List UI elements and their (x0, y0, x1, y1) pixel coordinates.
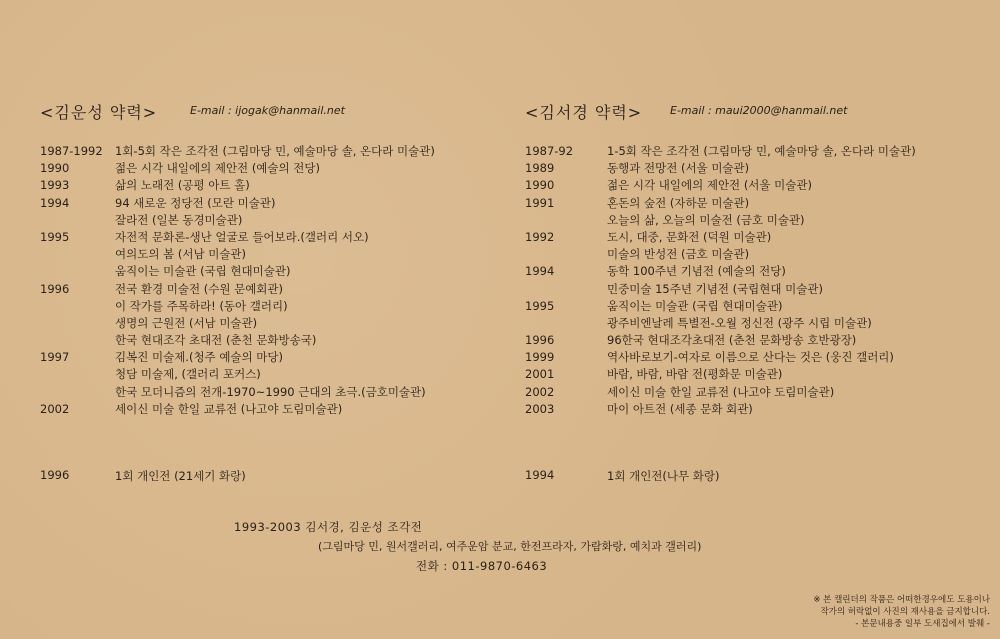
history-entry (40, 263, 510, 280)
entry-year: 2003 (525, 401, 555, 416)
history-entry (525, 384, 995, 401)
entry-year: 1992 (525, 229, 555, 244)
entry-text: 젊은 시각 내일에의 제안전 (서울 미술관) (607, 178, 812, 193)
entry-year: 1996 (525, 333, 555, 348)
entry-text: 움직이는 미술관 (국립 현대미술관) (607, 298, 783, 313)
history-entry (525, 401, 995, 418)
note-line: 작가의 허락없이 사진의 재사용을 금지합니다. (820, 607, 990, 617)
left-column (40, 100, 510, 483)
entry-text: 김복진 미술제.(청주 예술의 마당) (115, 350, 284, 365)
entry-text: 한국 현대조각 초대전 (춘천 문화방송국) (115, 333, 317, 348)
entry-text: 1회-5회 작은 조각전 (그림마당 민, 예술마당 솔, 온다라 미술관) (115, 144, 435, 158)
history-entry (525, 315, 995, 332)
entry-text: 바람, 바람, 바람 전(평화문 미술관) (607, 367, 783, 382)
entry-year: 2001 (525, 367, 555, 382)
entry-year: 1994 (40, 195, 70, 210)
history-entry (40, 143, 510, 160)
exhibition-title: 1993-2003 김서경, 김운성 조각전 (234, 520, 423, 534)
entry-text: 도시, 대중, 문화전 (덕원 미술관) (607, 229, 772, 244)
entry-year: 1999 (525, 350, 555, 365)
history-entry (40, 332, 510, 349)
history-entry (40, 366, 510, 383)
entry-year: 1995 (525, 298, 555, 313)
history-entry (40, 384, 510, 401)
entry-text: 역사바로보기-여자로 이름으로 산다는 것은 (웅진 갤러리) (607, 350, 894, 365)
left-title: <김운성 약력> (40, 103, 158, 122)
history-entry (525, 332, 995, 349)
history-entry (40, 281, 510, 298)
right-column (525, 100, 995, 483)
history-entry (40, 246, 510, 263)
entry-text: 삶의 노래전 (공평 아트 홀) (115, 178, 250, 193)
note-line: ※ 본 캘린더의 작품은 어떠한경우에도 도용이나 (813, 595, 990, 605)
entry-text: 움직이는 미술관 (국립 현대미술관) (115, 264, 291, 279)
history-entry (525, 195, 995, 212)
history-entry (525, 298, 995, 315)
right-entries (525, 143, 995, 418)
entry-year: 1989 (525, 161, 555, 176)
entry-text: 미술의 반성전 (금호 미술관) (607, 247, 750, 262)
history-entry (40, 298, 510, 315)
left-entries (40, 143, 510, 418)
entry-year: 1996 (40, 281, 70, 296)
history-entry (525, 229, 995, 246)
entry-text: 94 새로운 정당전 (모란 미술관) (115, 195, 276, 210)
history-entry (525, 349, 995, 366)
history-entry (40, 401, 510, 418)
history-entry (525, 263, 995, 280)
exhibition-venues: (그림마당 민, 원서갤러리, 여주운암 분교, 한전프라자, 가람화랑, 예치과 갤러리) (318, 540, 702, 553)
entry-text: 96한국 현대조각초대전 (춘천 문화방송 호반광장) (607, 333, 857, 348)
history-entry (525, 246, 995, 263)
history-entry (40, 315, 510, 332)
entry-text: 광주비엔날레 특별전-오월 정신전 (광주 시립 미술관) (607, 315, 872, 330)
history-entry (525, 366, 995, 383)
entry-year: 1991 (525, 195, 555, 210)
right-solo-exhibition (525, 468, 995, 485)
entry-text: 세이신 미술 한일 교류전 (나고야 도림미술관) (607, 384, 835, 399)
solo-year: 1994 (525, 468, 555, 482)
solo-text: 1회 개인전 (21세기 화랑) (115, 469, 246, 483)
entry-text: 잘라전 (일본 동경미술관) (115, 212, 243, 227)
entry-text: 민중미술 15주년 기념전 (국립현대 미술관) (607, 281, 823, 296)
entry-text: 혼돈의 숲전 (자하문 미술관) (607, 195, 750, 210)
history-entry (40, 177, 510, 194)
entry-text: 한국 모더니즘의 전개-1970~1990 근대의 초극.(금호미술관) (115, 384, 426, 399)
left-header (40, 100, 510, 124)
entry-text: 청담 미술제, (갤러리 포커스) (115, 367, 261, 382)
entry-text: 젊은 시각 내일에의 제안전 (예술의 전당) (115, 161, 320, 176)
entry-year: 1987-92 (525, 144, 574, 158)
entry-year: 1987-1992 (40, 144, 103, 158)
history-entry (40, 349, 510, 366)
entry-year: 1990 (40, 161, 70, 176)
history-entry (40, 212, 510, 229)
copyright-note (730, 594, 990, 630)
entry-year: 1997 (40, 350, 70, 365)
entry-text: 전국 환경 미술전 (수원 문예회관) (115, 281, 284, 296)
solo-year: 1996 (40, 468, 70, 482)
entry-text: 생명의 근원전 (서남 미술관) (115, 315, 258, 330)
entry-year: 2002 (525, 384, 555, 399)
history-entry (40, 229, 510, 246)
entry-year: 1993 (40, 178, 70, 193)
left-email: E-mail : ijogak@hanmail.net (190, 104, 345, 117)
entry-text: 여의도의 봄 (서남 미술관) (115, 247, 247, 262)
note-line: - 본문내용중 일부 도새집에서 발췌 - (855, 619, 990, 629)
entry-year: 1995 (40, 229, 70, 244)
entry-text: 1-5회 작은 조각전 (그림마당 민, 예술마당 솔, 온다라 미술관) (607, 144, 916, 158)
entry-text: 마이 아트전 (세종 문화 회관) (607, 401, 753, 416)
entry-text: 세이신 미술 한일 교류전 (나고야 도림미술관) (115, 401, 343, 416)
solo-text: 1회 개인전(나무 화랑) (607, 469, 720, 483)
history-entry (525, 143, 995, 160)
history-entry (525, 177, 995, 194)
entry-year: 2002 (40, 401, 70, 416)
entry-text: 이 작가를 주목하라! (동아 갤러리) (115, 298, 288, 313)
entry-year: 1990 (525, 178, 555, 193)
history-entry (40, 195, 510, 212)
entry-text: 자전적 문화론-생난 얼굴로 들어보라.(갤러리 서오) (115, 229, 369, 244)
right-title: <김서경 약력> (525, 103, 643, 122)
history-entry (525, 212, 995, 229)
history-entry (40, 160, 510, 177)
right-email: E-mail : maui2000@hanmail.net (670, 104, 848, 117)
left-solo-exhibition (40, 468, 510, 485)
history-entry (525, 160, 995, 177)
entry-text: 동학 100주년 기념전 (예술의 전당) (607, 264, 786, 279)
entry-year: 1994 (525, 264, 555, 279)
history-entry (525, 281, 995, 298)
phone-number: 전화 : 011-9870-6463 (416, 559, 548, 573)
entry-text: 오늘의 삶, 오늘의 미술전 (금호 미술관) (607, 212, 805, 227)
right-header (525, 100, 995, 124)
entry-text: 동행과 전망전 (서울 미술관) (607, 161, 750, 176)
